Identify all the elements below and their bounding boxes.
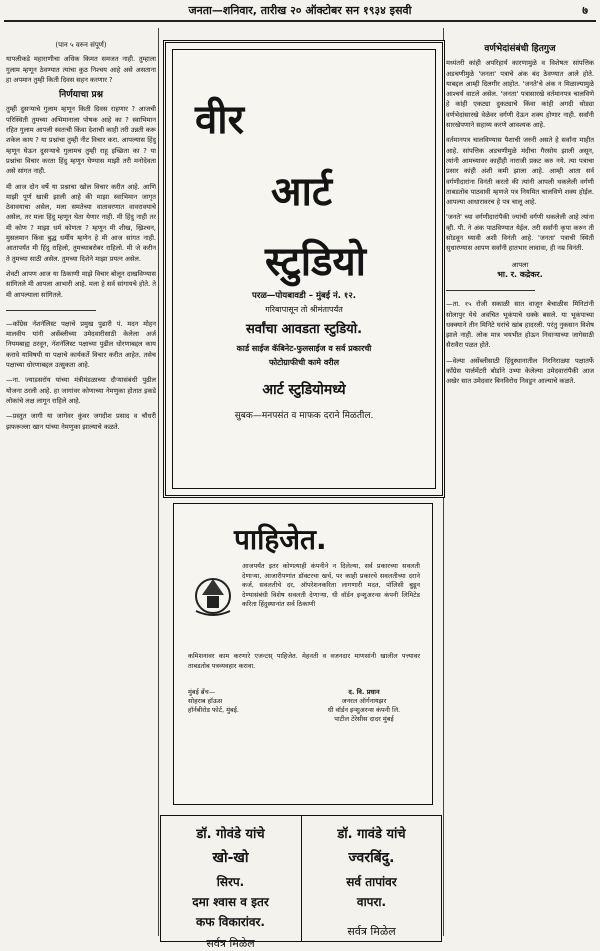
doctor-name: डॉ. गोवंडे यांचे bbox=[196, 827, 265, 842]
studio-word-studio: स्टुडियो bbox=[265, 239, 367, 285]
availability: सर्वत्र मिळेल bbox=[206, 937, 255, 950]
product-line: सिरप. bbox=[216, 875, 245, 889]
section-divider bbox=[6, 310, 96, 311]
studio-tagline: सर्वांचा आवडता स्टुडियो. bbox=[245, 322, 363, 337]
medicine-advertisement bbox=[160, 815, 442, 950]
wanted-advertisement bbox=[173, 503, 433, 805]
signatory-title: जनरल ऑर्गनायझर bbox=[341, 697, 387, 705]
masthead-date-line: जनता—शनिवार, तारीख २० ऑक्टोबर सन १९३४ इसवी bbox=[188, 4, 412, 17]
article-paragraph: 'जनते' च्या वर्गणीदारांपैकी ज्यांची वर्गणी थकलेली आहे त्यांना व्ही. पी. ने अंक पाठविण्यात येईल. तरी सर्वांनी कृपा करुन ती सोडवून घ्यावी अशी विनंती आहे. 'जनता' पत्राची स्थिती सुधारण्यास आपण सर्वांनी हातभार लावावा, ही नम्र विनंती. bbox=[446, 213, 594, 253]
page-header bbox=[0, 0, 600, 24]
doctor-name: डॉ. गावंडे यांचे bbox=[337, 827, 406, 842]
studio-closing-line: सुबक—मनपसंत व माफक दराने मिळतील. bbox=[234, 411, 374, 421]
signatory-company: धी वॉर्डन इन्शुअरन्स कंपनी लि. bbox=[327, 706, 401, 714]
product-name: खो-खो bbox=[212, 850, 249, 866]
studio-address: परळ—पोयबावडी – मुंबई नं. १२. bbox=[252, 291, 356, 301]
studio-services-2: फोटोग्राफीची कामे वरील bbox=[268, 358, 340, 367]
jwarbindu-ad bbox=[302, 816, 441, 941]
kho-kho-ad bbox=[161, 816, 300, 950]
availability: सर्वत्र मिळेल bbox=[347, 925, 396, 938]
news-item: —प्रस्तुत जागी या जागेवर कुंवर जगदीश प्रसाद व चौधरी झफरूल्ला खान यांच्या नेमणुका झाल्याचे कळते. bbox=[6, 412, 156, 431]
product-line: वापरा. bbox=[356, 895, 387, 909]
news-item: —ना. ज्याडसरॉय यांच्या मंत्रीमंडळाच्या दौऱ्यासंबंधी पुढील योजना ठरली आहे. हा जागांवर कोणाच्या नेमणुका होतात इकडे लोकांचे लक्ष लागून राहिले आहे. bbox=[6, 376, 156, 405]
section-divider bbox=[446, 290, 535, 291]
wanted-body-text-2: कमिशनावर काम करणारे एजन्टस् पाहिजेत. मेहनती व वजनदार माणसांनी खालील पत्त्यावर ताबडतोब पत्रव्यवहार करावा. bbox=[188, 652, 420, 670]
signature-block bbox=[446, 260, 594, 281]
signatory-block bbox=[304, 688, 424, 724]
news-item: —कॉंग्रेस नॅशनॅलिस्ट पक्षाचे प्रमुख पुढारी पं. मदन मोहन मालवीय यांनी असेंब्लीच्या उमेदवारीसाठी केलेला अर्ज नियमबाह्य ठरवून, नॅशनॅलिस्ट पक्षाच्या पुढील धोरणाबद्दल काय करावे याविषयी या पक्षाचे कार्यकर्ते विचार करीत आहेत. तसेच पक्षाच्या धोरणाबद्दल उत्सुकता आहे. bbox=[6, 319, 156, 370]
article-paragraph: मध्यंतरी कांही अपरिहार्य कारणामुळे व विशेषतः सांपत्तिक अडचणीमुळे 'जनता' पत्राचे अंक बंद ठेवण्यात आले होते. याबद्दल आम्ही दिलगीर आहोत. 'जनते'चे अंक न मिळाल्यामुळे आश्चर्य वाटले असेल. 'जनता' पत्रासारखे वर्तमानपत्र चालविणे हे कांही एकट्या दुकट्याचे किंवा कांही अगदी थोड्या वर्णभेदांसारखे वेळेवर वर्गणी देऊन शक्य होणार नाही. सर्वांनी सारखेपणाने सहाय्य करणे आवश्यक आहे. bbox=[446, 59, 594, 130]
article-paragraph: यापलीकडे महाराणीचा अधिक किमत समजत नाही. तुम्हाला गुलाम म्हणून ठेवण्यात त्यांचा कुठ निश्चय आहे असे असताना हा अपमान तुम्ही किती दिवस सहन करणार ? bbox=[6, 55, 156, 84]
studio-word-art: आर्ट bbox=[271, 169, 333, 215]
article-heading: वर्णभेदांसंबंधी हितगुज bbox=[484, 44, 556, 54]
studio-ad-inner-frame bbox=[172, 49, 436, 489]
signatory-name: द. वि. प्रधान bbox=[348, 688, 380, 696]
signatory-address: पाटील टेरेसीस दादर मुंबई bbox=[334, 715, 394, 723]
product-line: कफ विकारांवर. bbox=[196, 915, 265, 929]
studio-services-1: कार्ड साईज कॅबिनेट-फुलसाईज व सर्व प्रकारची bbox=[236, 344, 372, 353]
article-paragraph: तुम्ही दुसऱ्याचे गुलाम म्हणून किती दिवस राहणार ? आजची परिस्थिती तुमच्या अभिमानाला पोषक आहे का ? स्वाभिमान रहित गुलाम आपली स्वतःची किंवा देशाची काही तरी उन्नती करू शकेल काय ? या प्रश्नांचा तुम्ही नीट विचार करा. आपल्यास हिंदु म्हणून घेऊन दुसऱ्याचे गुलामच तुम्ही राहू इच्छिता का ? या प्रश्नांचा विचार करता हिंदु म्हणून घेण्यास माझी तरी मनोदेवता असे सांगत नाही. bbox=[6, 105, 156, 176]
studio-advertisement bbox=[163, 40, 445, 498]
news-item: —वेल्या असेंब्लीसाठी हिंदुस्थानातील निरनिराळ्या पक्षातर्फे कॉंग्रेस पार्लमेंटरी बोर्डाने उभ्या केलेल्या उमेदवारांपैकी आज अखेर सात उमेदवार बिनविरोध निवडून आल्याचे कळते. bbox=[446, 356, 594, 386]
branch-label: मुंबई ब्रँच— bbox=[188, 688, 216, 696]
news-item: —ता. १५ रोजी सकाळी सात वाजून बेचाळीस मिनिटांनी सोलापुर येथे अवचित भूकंपाचे धक्के बसले. या भूकंपाच्या धक्क्याने तीन मिनिटे घरांचे खांब हादरली. परंतु नुकसान विशेष झाले नाही. लोक मात्र भयभीत होऊन निवाऱ्याच्या जागेसाठी सैरावैरा पळत होते. bbox=[446, 300, 594, 350]
continuation-note: (पान ५ वरुन संपूर्ण) bbox=[55, 41, 107, 49]
wanted-heading: पाहिजेत. bbox=[234, 523, 327, 556]
studio-word-veer: वीर bbox=[195, 97, 244, 143]
column-divider-left bbox=[158, 28, 159, 936]
studio-serving-line: गरिबापासून तो श्रीमंतापर्यंत bbox=[265, 305, 343, 314]
product-name: ज्वरबिंदु. bbox=[348, 850, 395, 866]
product-line: सर्व तापांवर bbox=[346, 875, 397, 889]
page-number: ७ bbox=[582, 4, 588, 17]
article-paragraph: शेवटी आपण आज या ठिकाणी माझे विचार बोलून दाखविण्यास सांगितले मी आपला आभारी आहे. मला हे सर्व सांगायचे होते. ते मी आपल्याला सांगितले. bbox=[6, 269, 156, 299]
studio-brand-line: आर्ट स्टुडियोमध्ये bbox=[262, 382, 346, 398]
insurance-emblem-icon bbox=[188, 569, 238, 619]
wanted-body-text: आजपर्यंत इतर कोणत्याही कंपनीने न दिलेल्या, सर्व प्रकारच्या सवलती देणाऱ्या, आजारीपणांत डॉक्टरचा खर्च, पर काही प्रकारचे सवलतीच्या दराने कर्ज, सवलतीचे दर, ऑपरेशनकरिता लागणारी मदत, पॉलिसी बुडून देण्यासंबंधी विशेष सवलती देणाऱ्या, धी वॉर्डन इन्शुअरन्स कंपनी लिमिटेड करिता हिंदुस्थानांत सर्व ठिकाणी bbox=[242, 562, 420, 608]
article-paragraph: वर्तमानपत्र चालविण्यास पैशाची जरुरी असते हे सर्वांना माहीत आहे. सांपत्तिक अडचणीमुळे मंदीचा गैरसोय झाली असून, त्यांनी आमच्यावर काहीही नाराजी प्रकट करु नये. त्या पत्राचा प्रसार कांही अंशी कमी झाला आहे. आम्ही आता सर्व वर्गणीदारांना विनंती करतो की त्यांनी आपली थकलेली वर्गणी ताबडतोब पाठवावी म्हणजे पत्र नियमित चालविणे शक्य होईल. आपल्या आधारावरच हे पत्र चालू आहे. bbox=[446, 136, 594, 207]
branch-address-line-1: सोहराब हॉऊस bbox=[188, 697, 223, 705]
product-line: दमा श्वास व इतर bbox=[192, 895, 269, 909]
article-paragraph: मी आज दोन वर्षे या प्रश्नाचा खोल विचार करीत आहे. आणि माझी पूर्ण खात्री झाली आहे की माझा स्वाभिमान जागृत ठेवावयाचा असेल, मला समतेच्या वातावरणात वावरावयाचे असेल, तर मला हिंदु म्हणून घेता येणार नाही. मी हिंदु नाही तर मी कोण ? माझा धर्म कोणता ? म्हणून मी शीख, ख्रिश्चन, मुसलमान किंवा बुद्ध धर्मीय म्हणेन हे मी आज सांगत नाही. आतापर्यंत मी हिंदु राहिलो, तुमच्याबरोबर राहिलो. मी जे करीन ते तुमच्या साठी असेल. तुमच्या दिशेने माझा प्रयत्न असेल. bbox=[6, 182, 156, 263]
signature-label: आपला bbox=[511, 260, 529, 269]
branch-address bbox=[188, 688, 239, 715]
branch-address-line-2: हॉर्नबीरोड फोर्ट, मुंबई. bbox=[188, 706, 239, 714]
header-rule bbox=[4, 20, 596, 22]
signature-name: भा. र. कद्रेकर. bbox=[497, 269, 543, 279]
right-column bbox=[446, 40, 594, 935]
article-subheading: निर्णयाचा प्रश्न bbox=[58, 90, 104, 101]
left-column bbox=[6, 40, 156, 935]
